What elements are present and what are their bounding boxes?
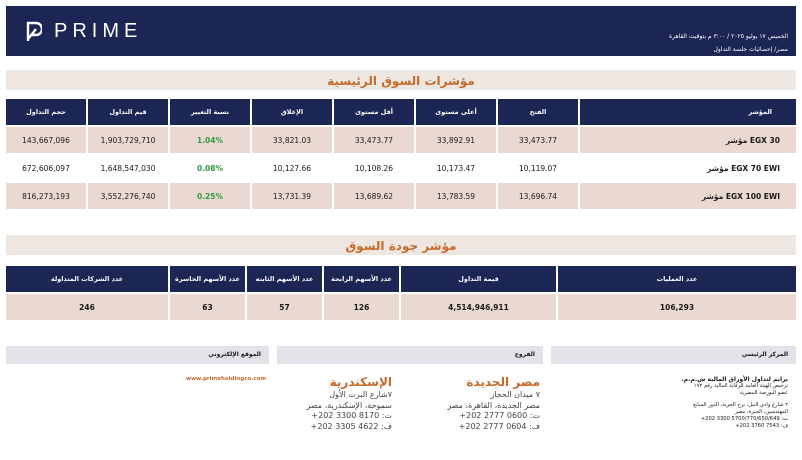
col-gainers: عدد الأسهم الرابحة (324, 266, 399, 292)
quality-table (4, 264, 798, 322)
branch-address: ٧ ميدان الحجاز (490, 390, 540, 399)
col-companies: عدد الشركات المتداولة (6, 266, 168, 292)
quality-section-header (6, 235, 796, 255)
open-cell: 10,119.07 (498, 155, 578, 181)
hq-member: عضو البورصة المصرية (739, 390, 788, 396)
unchanged-cell: 57 (247, 294, 322, 320)
hq-label: المركز الرئيسي (741, 351, 788, 358)
branch-address: ٧شارع البرت الأول (329, 390, 392, 399)
branches-label-bar (277, 346, 543, 364)
hq-name: برايم لتداول الأوراق المالية ش.م.م. (681, 376, 788, 383)
close-cell: 33,821.03 (252, 127, 332, 153)
branches-label: الفروع (514, 351, 535, 358)
col-high: أعلى مستوى (416, 99, 496, 125)
hq-address-line: المهندسين، الجيزة، مصر (735, 409, 788, 415)
col-losers: عدد الأسهم الخاسرة (170, 266, 245, 292)
companies-cell: 246 (6, 294, 168, 320)
branch-phone: ت: 8170 3300 202+ (311, 411, 392, 420)
col-close: الإغلاق (252, 99, 332, 125)
session-date: الخميس ١٧ يوليو ٢٠٢٥ / ٣:٠٠ م بتوقيت القاهرة (668, 33, 788, 40)
value-cell: 1,648,547,030 (88, 155, 168, 181)
website-link[interactable]: www.primeholdingco.com (186, 376, 267, 382)
hq-fax: +202 3760 7543 :ف (735, 423, 788, 429)
col-trade-value: قيمة التداول (401, 266, 556, 292)
hq-details (548, 376, 788, 430)
hq-label-bar (551, 346, 796, 364)
high-cell: 13,783.59 (416, 183, 496, 209)
open-cell: 13,696.74 (498, 183, 578, 209)
session-info (669, 30, 788, 56)
change-cell: 1.04% (170, 127, 250, 153)
indices-header-row (6, 99, 796, 125)
change-cell: 0.25% (170, 183, 250, 209)
header-bar (6, 6, 796, 56)
close-cell: 13,731.39 (252, 183, 332, 209)
low-cell: 33,473.77 (334, 127, 414, 153)
trade-value-cell: 4,514,946,911 (401, 294, 556, 320)
volume-cell: 816,273,193 (6, 183, 86, 209)
table-row (6, 127, 796, 153)
volume-cell: 143,667,096 (6, 127, 86, 153)
hq-phone: +202 3300 5700/770/650/649 :ت (700, 416, 788, 422)
table-row (6, 155, 796, 181)
value-cell: 3,552,276,740 (88, 183, 168, 209)
branch-phone: ت: 0600 2777 202+ (459, 411, 540, 420)
col-volume: حجم التداول (6, 99, 86, 125)
branch-fax: ف: 0604 2777 202+ (458, 421, 540, 431)
gainers-cell: 126 (324, 294, 399, 320)
col-open: الفتح (498, 99, 578, 125)
losers-cell: 63 (170, 294, 245, 320)
hq-address-line: ٢ شارع وادي النيل، برج الحرية، الدور السابع (693, 402, 788, 408)
volume-cell: 672,606,097 (6, 155, 86, 181)
high-cell: 10,173.47 (416, 155, 496, 181)
col-value: قيم التداول (88, 99, 168, 125)
branch-fax: ف: 4622 3305 202+ (310, 421, 392, 431)
website-label: الموقع الإلكتروني (208, 351, 261, 358)
table-row (6, 294, 796, 320)
prime-logo-icon (26, 21, 42, 41)
high-cell: 33,892.91 (416, 127, 496, 153)
indices-section-header (6, 70, 796, 90)
index-name-cell: مؤشر EGX 70 EWI (580, 155, 796, 181)
table-row (6, 183, 796, 209)
branch-address: سموحة، الإسكندرية، مصر (306, 400, 392, 410)
low-cell: 10,108.26 (334, 155, 414, 181)
branch-heliopolis (420, 374, 540, 432)
value-cell: 1,903,729,710 (88, 127, 168, 153)
index-name-cell: مؤشر EGX 30 (580, 127, 796, 153)
hq-license: ترخيص الهيئة العامة للرقابة المالية رقم ١٧٢ (693, 383, 788, 389)
col-unchanged: عدد الأسهم الثابته (247, 266, 322, 292)
change-cell: 0.08% (170, 155, 250, 181)
quality-header-row (6, 266, 796, 292)
trades-cell: 106,293 (558, 294, 796, 320)
col-low: أقل مستوى (334, 99, 414, 125)
close-cell: 10,127.66 (252, 155, 332, 181)
website-label-bar (6, 346, 269, 364)
branch-address: مصر الجديدة، القاهرة، مصر (447, 400, 540, 410)
open-cell: 33,473.77 (498, 127, 578, 153)
branch-name: الإسكندرية (329, 375, 392, 389)
session-subtitle: مصر/ إحصائيات جلسة التداول (713, 46, 788, 53)
col-trades: عدد العمليات (558, 266, 796, 292)
branch-alexandria (272, 374, 392, 432)
brand-logo (26, 20, 142, 42)
index-name-cell: مؤشر EGX 100 EWI (580, 183, 796, 209)
branch-name: مصر الجديدة (466, 375, 540, 389)
col-index: المؤشر (580, 99, 796, 125)
brand-name: PRIME (54, 19, 143, 42)
indices-title: مؤشرات السوق الرئيسية (327, 74, 475, 88)
indices-table (4, 97, 798, 211)
low-cell: 13,689.62 (334, 183, 414, 209)
col-change: نسبة التغيير (170, 99, 250, 125)
quality-title: مؤشر جودة السوق (345, 239, 457, 253)
